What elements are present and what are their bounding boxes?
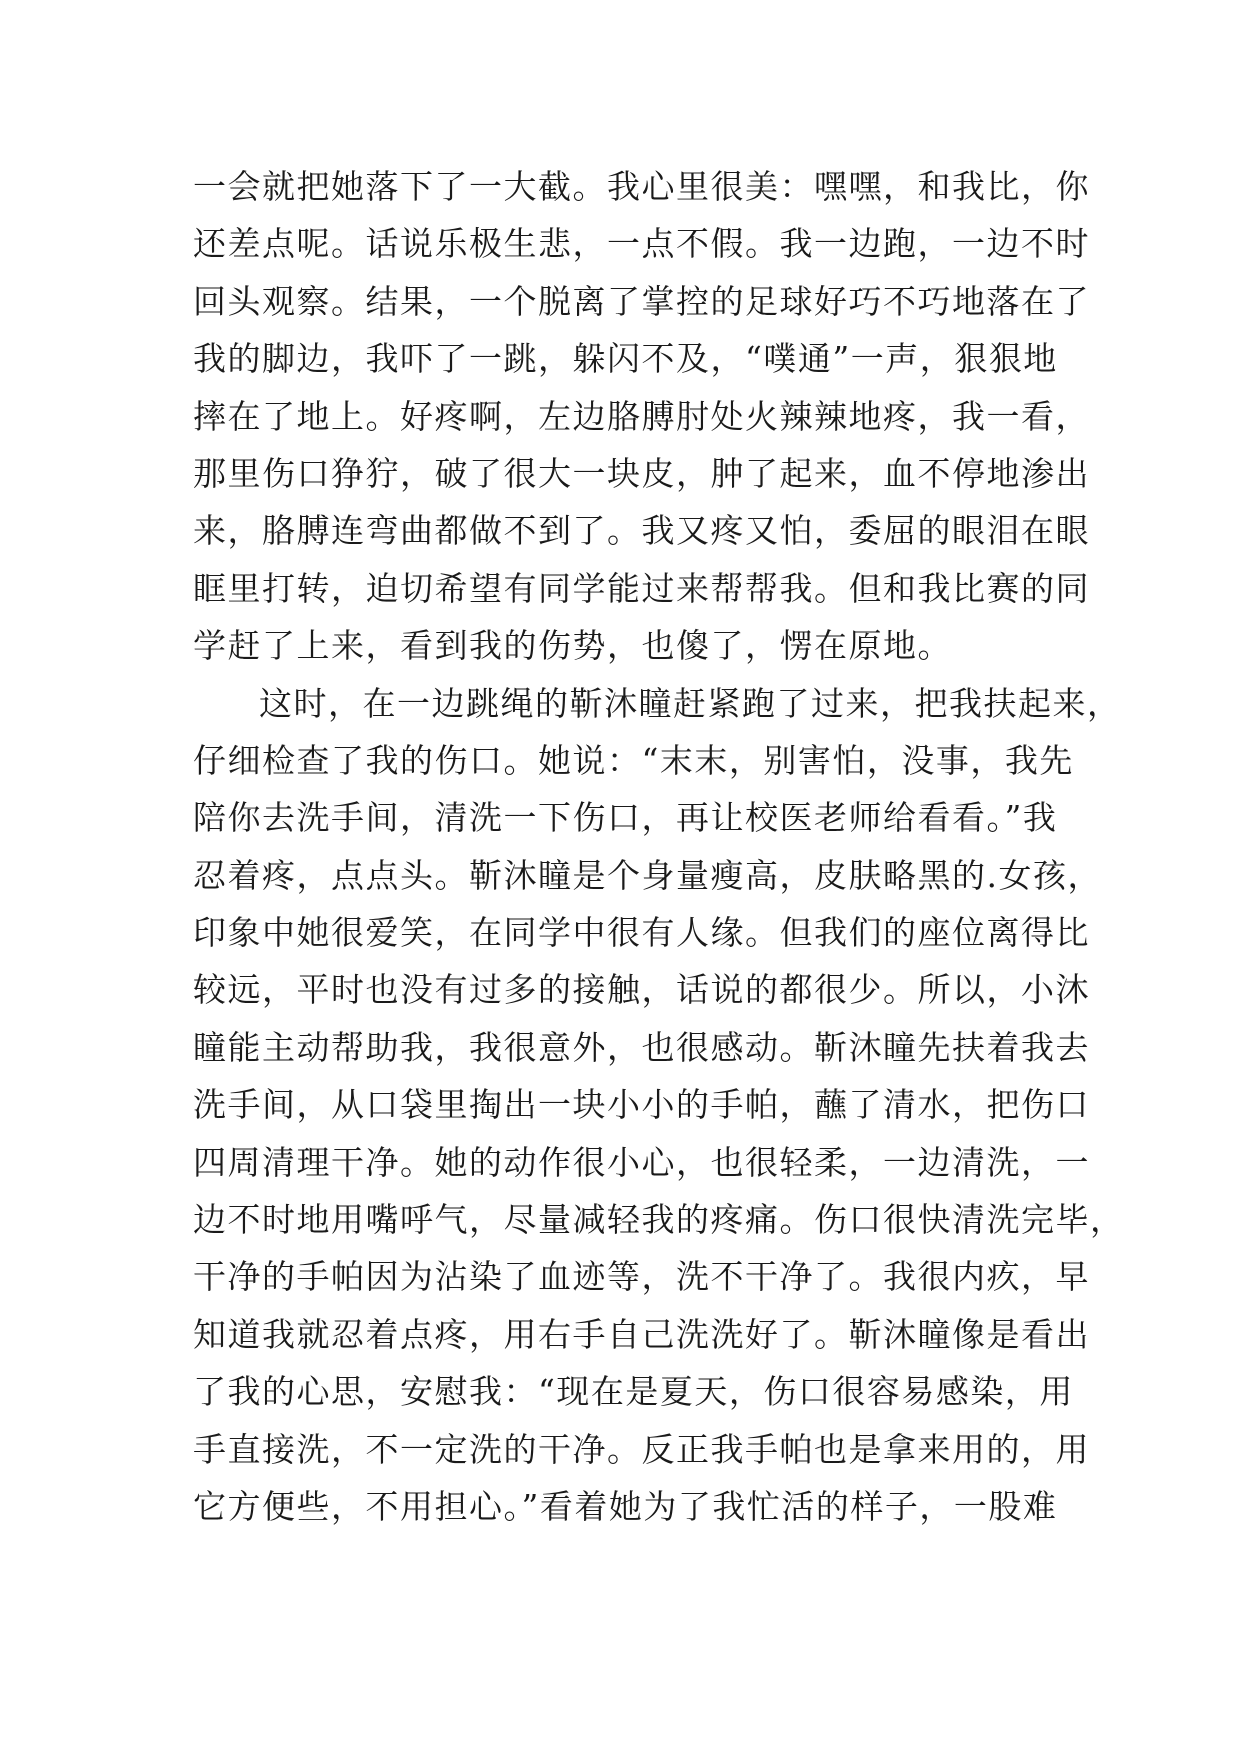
text-line: 瞳能主动帮助我，我很意外，也很感动。靳沐瞳先扶着我去 bbox=[193, 1027, 1090, 1067]
text-line: 仔细检查了我的伤口。她说：“末末，别害怕，没事，我先 bbox=[193, 740, 1074, 780]
text-line: 印象中她很爱笑，在同学中很有人缘。但我们的座位离得比 bbox=[193, 913, 1090, 953]
text-line: 手直接洗，不一定洗的干净。反正我手帕也是拿来用的，用 bbox=[193, 1429, 1090, 1469]
text-line: 那里伤口狰狞，破了很大一块皮，肿了起来，血不停地渗出 bbox=[193, 453, 1090, 493]
text-line: 知道我就忍着点疼，用右手自己洗洗好了。靳沐瞳像是看出 bbox=[193, 1314, 1090, 1354]
text-line: 我的脚边，我吓了一跳，躲闪不及，“噗通”一声，狠狠地 bbox=[193, 339, 1058, 379]
text-line: 洗手间，从口袋里掏出一块小小的手帕，蘸了清水，把伤口 bbox=[193, 1085, 1090, 1125]
text-line: 摔在了地上。好疼啊，左边胳膊肘处火辣辣地疼，我一看， bbox=[193, 396, 1090, 436]
text-line: 回头观察。结果，一个脱离了掌控的足球好巧不巧地落在了 bbox=[193, 281, 1090, 321]
text-line: 四周清理干净。她的动作很小心，也很轻柔，一边清洗，一 bbox=[193, 1142, 1090, 1182]
text-line: 它方便些，不用担心。”看着她为了我忙活的样子，一股难 bbox=[193, 1486, 1058, 1526]
text-line: 来，胳膊连弯曲都做不到了。我又疼又怕，委屈的眼泪在眼 bbox=[193, 511, 1090, 551]
text-line: 陪你去洗手间，清洗一下伤口，再让校医老师给看看。”我 bbox=[193, 798, 1058, 838]
body-text bbox=[193, 158, 1125, 1535]
text-line: 较远，平时也没有过多的接触，话说的都很少。所以，小沐 bbox=[193, 970, 1090, 1010]
text-line: 了我的心思，安慰我：“现在是夏天，伤口很容易感染，用 bbox=[193, 1372, 1074, 1412]
text-line: 边不时地用嘴呼气，尽量减轻我的疼痛。伤口很快清洗完毕， bbox=[193, 1200, 1125, 1240]
text-line: 还差点呢。话说乐极生悲，一点不假。我一边跑，一边不时 bbox=[193, 224, 1090, 264]
paragraph-first-line: 这时，在一边跳绳的靳沐瞳赶紧跑了过来，把我扶起来， bbox=[259, 683, 1122, 723]
text-line: 学赶了上来，看到我的伤势，也傻了，愣在原地。 bbox=[193, 626, 952, 666]
text-line: 一会就把她落下了一大截。我心里很美：嘿嘿，和我比，你 bbox=[193, 167, 1090, 206]
text-line: 眶里打转，迫切希望有同学能过来帮帮我。但和我比赛的同 bbox=[193, 568, 1090, 608]
text-line: 忍着疼，点点头。靳沐瞳是个身量瘦高，皮肤略黑的.女孩， bbox=[193, 855, 1102, 895]
text-line: 干净的手帕因为沾染了血迹等，洗不干净了。我很内疚，早 bbox=[193, 1257, 1090, 1297]
